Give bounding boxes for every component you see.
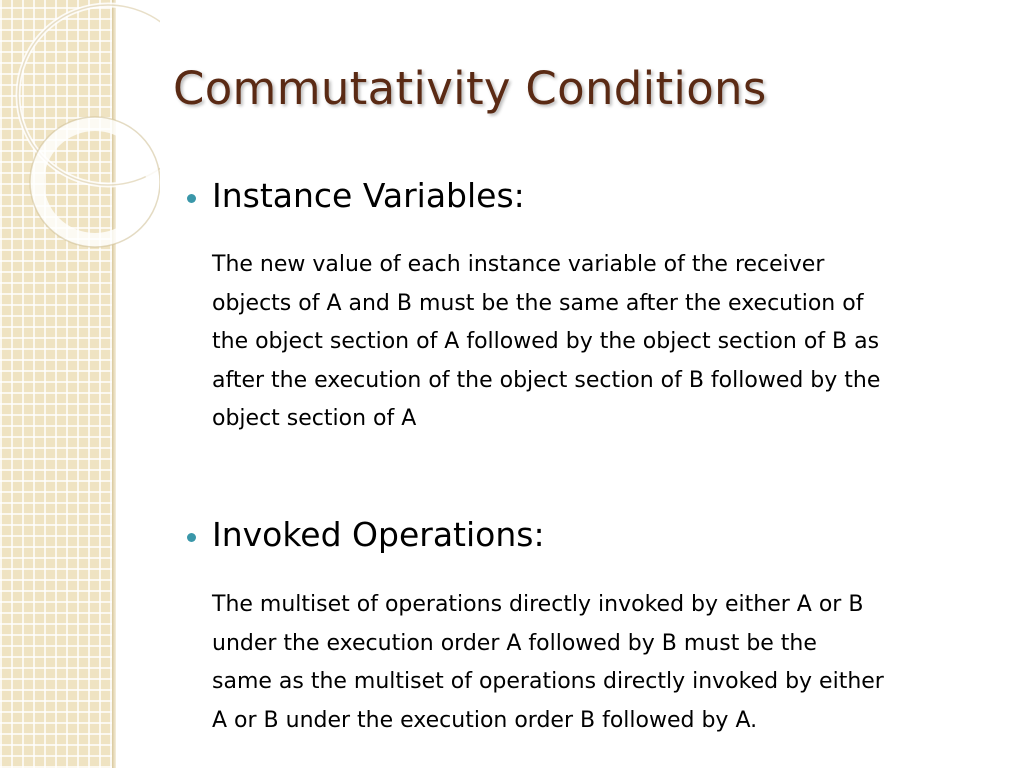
paragraph-line: under the execution order A followed by B must be the — [212, 630, 817, 656]
bullet-heading-invoked-operations: Invoked Operations: — [212, 515, 545, 554]
slide-title: Commutativity Conditions — [173, 62, 767, 115]
bullet-dot — [187, 194, 196, 203]
bullet-heading-instance-variables: Instance Variables: — [212, 176, 525, 215]
bullet-paragraph-invoked-operations — [212, 586, 884, 740]
paragraph-line: The multiset of operations directly invoked by either A or B — [212, 592, 864, 617]
paragraph-line: object section of A — [212, 406, 417, 431]
paragraph-line: after the execution of the object section of B followed by the — [212, 367, 881, 393]
bullet-paragraph-instance-variables — [212, 246, 880, 439]
paragraph-line: The new value of each instance variable of the receiver — [212, 252, 825, 277]
paragraph-line: the object section of A followed by the object section of B as — [212, 329, 880, 354]
paragraph-line: A or B under the execution order B followed by A. — [212, 707, 758, 733]
paragraph-line: same as the multiset of operations directly invoked by either — [212, 669, 884, 694]
decorative-rings — [0, 0, 160, 260]
bullet-dot — [187, 533, 196, 542]
paragraph-line: objects of A and B must be the same after the execution of — [212, 290, 864, 316]
